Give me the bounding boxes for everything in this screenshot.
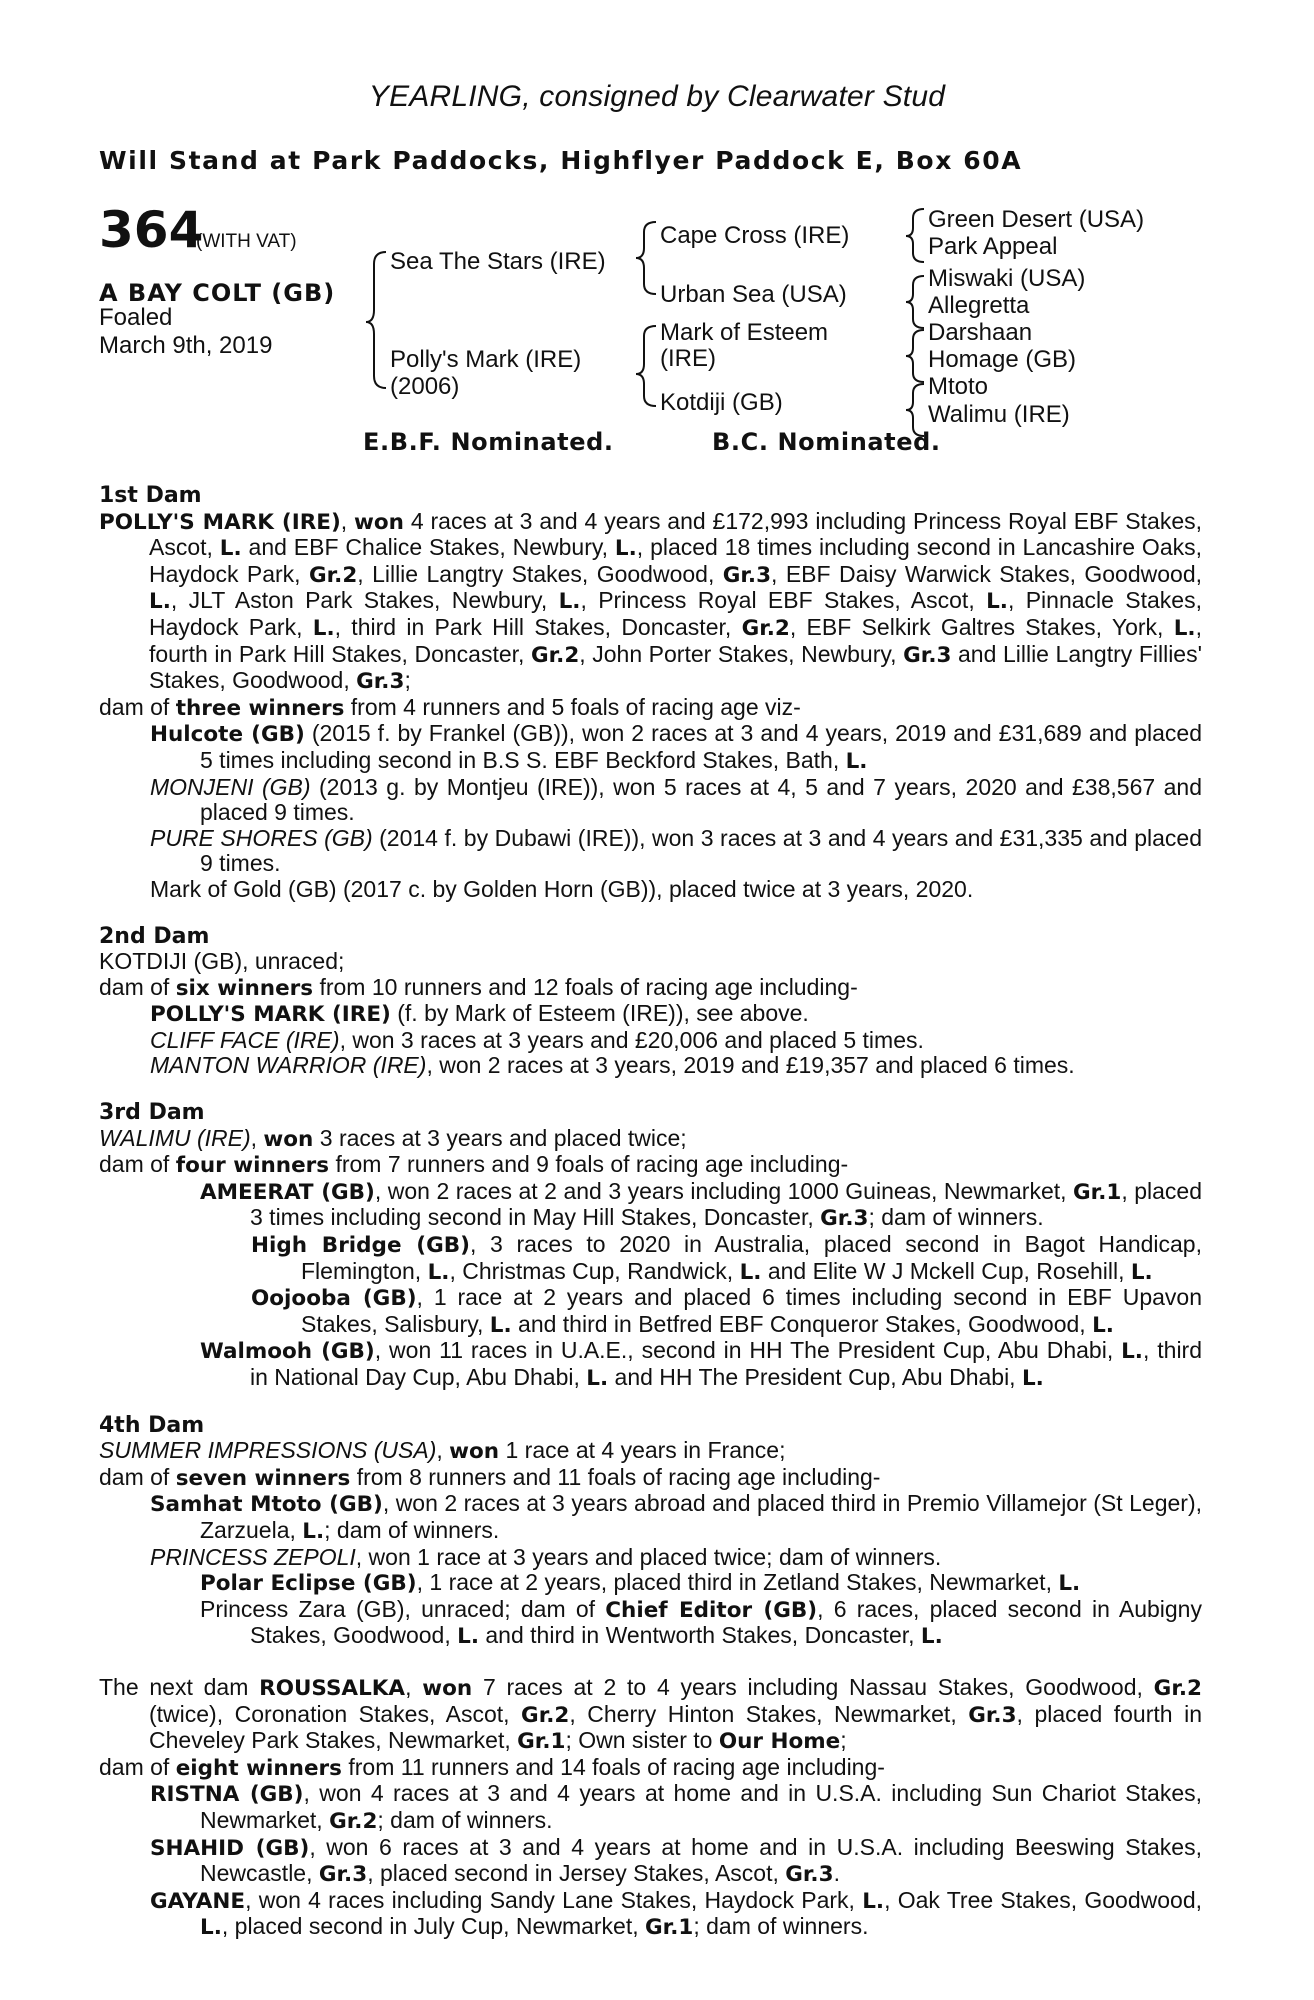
produce-entry: Oojooba (GB), 1 race at 2 years and placed 6 times including second in EBF Upavon Stakes, Salisbury, L. and third in Betfred EBF Conqueror Stakes, Goodwood, L. <box>251 1284 1203 1338</box>
horse-name: MANTON WARRIOR (IRE) <box>150 1052 427 1079</box>
horse-name: POLLY'S MARK (IRE) <box>99 509 341 535</box>
first-dam-heading: 1st Dam <box>99 483 202 508</box>
stand-location: Will Stand at Park Paddocks, Highflyer Paddock E, Box 60A <box>99 146 1023 175</box>
horse-name: PURE SHORES (GB) <box>150 824 373 851</box>
horse-name: MONJENI (GB) <box>150 773 311 800</box>
produce-entry: Walmooh (GB), won 11 races in U.A.E., second in HH The President Cup, Abu Dhabi, L., third in National Day Cup, Abu Dhabi, L. and HH The President Cup, Abu Dhabi, L. <box>200 1337 1203 1391</box>
pedigree-ssd: Park Appeal <box>928 233 1058 260</box>
lot-vat-note: (WITH VAT) <box>196 231 297 252</box>
produce-record <box>99 483 1202 1941</box>
horse-name: Oojooba (GB) <box>251 1286 417 1312</box>
produce-entry: Samhat Mtoto (GB), won 2 races at 3 years abroad and placed third in Premio Villamejor (St Leger), Zarzuela, L.; dam of winners. <box>150 1490 1202 1544</box>
horse-description: A BAY COLT (GB) <box>99 279 336 307</box>
produce-entry: Hulcote (GB) (2015 f. by Frankel (GB)), won 2 races at 3 and 4 years, 2019 and £31,689 and placed 5 times including second in B.S S. EBF Beckford Stakes, Bath, L. <box>150 720 1202 774</box>
produce-entry: PURE SHORES (GB) (2014 f. by Dubawi (IRE)), won 3 races at 3 and 4 years and £31,335 and placed 9 times. <box>150 824 1202 877</box>
horse-name: Polar Eclipse (GB) <box>200 1571 417 1597</box>
produce-entry: Princess Zara (GB), unraced; dam of Chief Editor (GB), 6 races, placed second in Aubigny Stakes, Goodwood, L. and third in Wentworth Stakes, Doncaster, L. <box>200 1595 1202 1650</box>
pedigree-sire-dam: Urban Sea (USA) <box>660 281 847 308</box>
pedigree-sss: Green Desert (USA) <box>928 206 1145 233</box>
horse-name: Samhat Mtoto (GB) <box>150 1492 383 1518</box>
pedigree-dam-sire-country: (IRE) <box>660 345 716 372</box>
next-dam-record: The next dam ROUSSALKA, won 7 races at 2 to 4 years including Nassau Stakes, Goodwood, Gr.2 (twice), Coronation Stakes, Ascot, Gr.2, Cherry Hinton Stakes, Newmarket, Gr.3, placed fourth in Cheveley Park Stakes, Newmarket, Gr.1; Own sister to Our Home; <box>99 1673 1202 1755</box>
horse-name: AMEERAT (GB) <box>200 1179 375 1205</box>
first-dam-record: POLLY'S MARK (IRE), won 4 races at 3 and 4 years and £172,993 including Princess Royal EBF Stakes, Ascot, L. and EBF Chalice Stakes, Newbury, L., placed 18 times including second in Lancashire Oaks, Haydock Park, Gr.2, Lillie Langtry Stakes, Goodwood, Gr.3, EBF Daisy Warwick Stakes, Goodwood, L., JLT Aston Park Stakes, Newbury, L., Princess Royal EBF Stakes, Ascot, L., Pinnacle Stakes, Haydock Park, L., third in Park Hill Stakes, Doncaster, Gr.2, EBF Selkirk Galtres Stakes, York, L., fourth in Park Hill Stakes, Doncaster, Gr.2, John Porter Stakes, Newbury, Gr.3 and Lillie Langtry Fillies' Stakes, Goodwood, Gr.3; <box>99 507 1203 695</box>
lot-number: 364 <box>99 201 204 259</box>
pedigree-dss: Darshaan <box>928 319 1033 346</box>
fourth-dam-record: SUMMER IMPRESSIONS (USA), won 1 race at 4 years in France; <box>99 1437 786 1465</box>
horse-name: GAYANE <box>150 1888 246 1914</box>
pedigree-sds: Miswaki (USA) <box>928 265 1086 292</box>
produce-entry: GAYANE, won 4 races including Sandy Lane Stakes, Haydock Park, L., Oak Tree Stakes, Goodwood, L., placed second in July Cup, Newmarket, Gr.1; dam of winners. <box>150 1886 1203 1941</box>
pedigree-sire-sire: Cape Cross (IRE) <box>660 222 850 249</box>
first-dam-summary: dam of three winners from 4 runners and 5 foals of racing age viz- <box>99 693 801 721</box>
produce-entry: MANTON WARRIOR (IRE), won 2 races at 3 years, 2019 and £19,357 and placed 6 times. <box>150 1052 1075 1079</box>
fourth-dam-summary: dam of seven winners from 8 runners and 11 foals of racing age including- <box>99 1463 881 1491</box>
horse-name: SUMMER IMPRESSIONS (USA) <box>99 1437 437 1464</box>
next-dam-summary: dam of eight winners from 11 runners and 14 foals of racing age including- <box>99 1753 885 1781</box>
third-dam-summary: dam of four winners from 7 runners and 9 foals of racing age including- <box>99 1151 849 1179</box>
produce-entry: Polar Eclipse (GB), 1 race at 2 years, placed third in Zetland Stakes, Newmarket, L. <box>200 1569 1081 1597</box>
horse-name: WALIMU (IRE) <box>99 1124 251 1151</box>
produce-entry: PRINCESS ZEPOLI, won 1 race at 3 years and placed twice; dam of winners. <box>150 1543 942 1570</box>
produce-entry: CLIFF FACE (IRE), won 3 races at 3 years and £20,006 and placed 5 times. <box>150 1026 924 1053</box>
second-dam-record: KOTDIJI (GB), unraced; <box>99 948 345 975</box>
produce-entry: RISTNA (GB), won 4 races at 3 and 4 years at home and in U.S.A. including Sun Chariot Stakes, Newmarket, Gr.2; dam of winners. <box>150 1780 1202 1834</box>
horse-name: CLIFF FACE (IRE) <box>150 1026 340 1053</box>
horse-name: Chief Editor (GB) <box>605 1597 818 1623</box>
bc-nomination: B.C. Nominated. <box>712 428 941 456</box>
fourth-dam-heading: 4th Dam <box>99 1412 205 1438</box>
pedigree-dam-sire: Mark of Esteem <box>660 319 829 346</box>
produce-entry: POLLY'S MARK (IRE) (f. by Mark of Esteem (IRE)), see above. <box>150 1000 809 1028</box>
pedigree-sire: Sea The Stars (IRE) <box>390 248 606 275</box>
pedigree-dds: Mtoto <box>928 373 989 400</box>
pedigree-dsd: Homage (GB) <box>928 346 1077 373</box>
horse-name: RISTNA (GB) <box>150 1782 304 1808</box>
foaled-info <box>99 304 272 360</box>
produce-entry: SHAHID (GB), won 6 races at 3 and 4 years at home and in U.S.A. including Beeswing Stakes, Newcastle, Gr.3, placed second in Jersey Stakes, Ascot, Gr.3. <box>150 1833 1202 1888</box>
horse-name: Walmooh (GB) <box>200 1339 375 1365</box>
produce-entry: AMEERAT (GB), won 2 races at 2 and 3 years including 1000 Guineas, Newmarket, Gr.1, placed 3 times including second in May Hill Stakes, Doncaster, Gr.3; dam of winners. <box>200 1177 1203 1232</box>
produce-entry: MONJENI (GB) (2013 g. by Montjeu (IRE)), won 5 races at 4, 5 and 7 years, 2020 and £38,567 and placed 9 times. <box>150 773 1202 826</box>
horse-name: ROUSSALKA <box>259 1675 406 1701</box>
second-dam-heading: 2nd Dam <box>99 923 210 949</box>
pedigree-dam-year: (2006) <box>390 373 460 400</box>
horse-name: POLLY'S MARK (IRE) <box>150 1002 391 1028</box>
produce-entry: Mark of Gold (GB) (2017 c. by Golden Horn (GB)), placed twice at 3 years, 2020. <box>150 875 974 902</box>
consignment-heading: YEARLING, consigned by Clearwater Stud <box>368 80 946 113</box>
produce-entry: High Bridge (GB), 3 races to 2020 in Australia, placed second in Bagot Handicap, Flemington, L., Christmas Cup, Randwick, L. and Elite W J Mckell Cup, Rosehill, L. <box>251 1231 1202 1285</box>
foaled-label: Foaled <box>99 304 173 331</box>
ebf-nomination: E.B.F. Nominated. <box>363 428 614 456</box>
pedigree-ddd: Walimu (IRE) <box>928 401 1070 428</box>
pedigree-dam-dam: Kotdiji (GB) <box>660 389 783 416</box>
horse-name: High Bridge (GB) <box>251 1233 470 1259</box>
third-dam-record: WALIMU (IRE), won 3 races at 3 years and placed twice; <box>99 1124 687 1152</box>
horse-name: Hulcote (GB) <box>150 722 305 748</box>
second-dam-summary: dam of six winners from 10 runners and 12 foals of racing age including- <box>99 973 858 1001</box>
foaled-date: March 9th, 2019 <box>99 332 273 359</box>
horse-name: PRINCESS ZEPOLI <box>150 1543 356 1570</box>
pedigree-sdd: Allegretta <box>928 292 1030 319</box>
third-dam-heading: 3rd Dam <box>99 1100 205 1126</box>
horse-name: SHAHID (GB) <box>150 1835 310 1861</box>
pedigree-dam: Polly's Mark (IRE) <box>390 346 582 373</box>
